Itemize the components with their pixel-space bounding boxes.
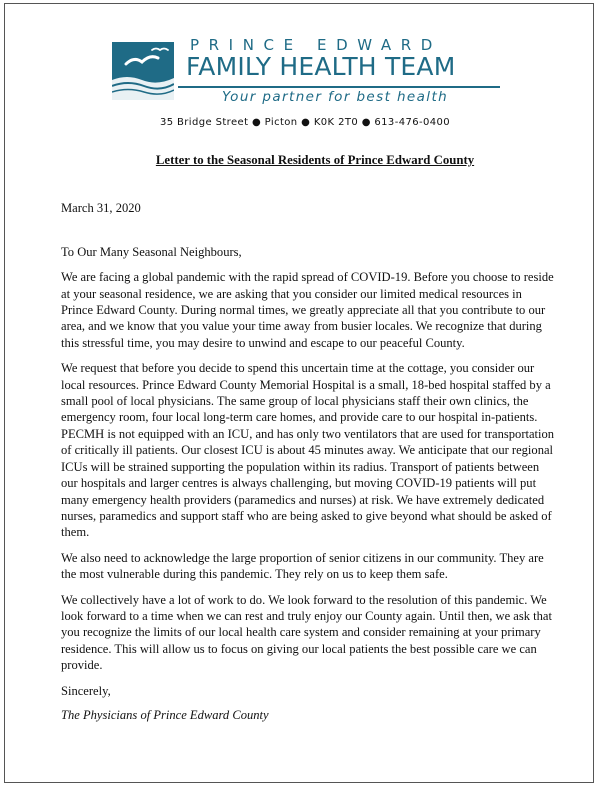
letter-salutation: To Our Many Seasonal Neighbours, <box>61 244 242 259</box>
organization-logo <box>112 34 502 109</box>
org-name-line1: PRINCE EDWARD <box>190 36 442 54</box>
letter-title: Letter to the Seasonal Residents of Prince Edward County <box>155 153 475 167</box>
page-frame <box>4 3 594 783</box>
seagull-over-water-logo-icon <box>112 42 174 100</box>
letter-signature: The Physicians of Prince Edward County <box>61 707 269 722</box>
letter-body <box>61 152 557 723</box>
letter-paragraph-4: We collectively have a lot of work to do. We look forward to the resolution of this pandemic. We look forward to a time when we can rest and truly enjoy our County again. Until then, we ask that you recognize the limits of our local health care system and consider remaining at your primary residence. This will allow us to focus on giving our local patients the best possible care we can provide. <box>61 592 552 673</box>
letter-paragraph-3: We also need to acknowledge the large proportion of senior citizens in our community. They are the most vulnerable during this pandemic. They rely on us to keep them safe. <box>61 550 544 582</box>
letter-paragraph-2: We request that before you decide to spend this uncertain time at the cottage, you consider our local resources. Prince Edward County Memorial Hospital is a small, 18-bed hospital staffed by a small pool of local physicians. The same group of local physicians staff their own clinics, the emergency room, four local long-term care homes, and provide care to our hospital in-patients. PECMH is not equipped with an ICU, and has only two ventilators that are used for transportation of critically ill patients. Our closest ICU is about 45 minutes away. We anticipate that our regional ICUs will be strained supporting the population within its radius. Transport of patients between our hospitals and larger centres is always challenging, but moving COVID-19 patients will put many emergency health providers (paramedics and nurses) at risk. We have extremely dedicated nurses, paramedics and support staff who are being asked to give beyond what should be asked of them. <box>61 361 555 540</box>
org-tagline: Your partner for best health <box>222 89 449 105</box>
org-address: 35 Bridge Street ● Picton ● K0K 2T0 ● 613-476-0400 <box>159 117 451 128</box>
org-name-line2: FAMILY HEALTH TEAM <box>186 52 456 81</box>
logo-divider <box>178 86 500 88</box>
letter-date: March 31, 2020 <box>61 201 141 216</box>
letter-paragraph-1: We are facing a global pandemic with the rapid spread of COVID-19. Before you choose to reside at your seasonal residence, we are asking that you consider our limited medical resources in Prince Edward County. During normal times, we greatly appreciate all that you contribute to our area, and we know that you value your time away from busier locales. We recognize that during this stressful time, you may desire to unwind and escape to our peaceful County. <box>61 270 554 350</box>
letter-closing: Sincerely, <box>61 683 111 698</box>
